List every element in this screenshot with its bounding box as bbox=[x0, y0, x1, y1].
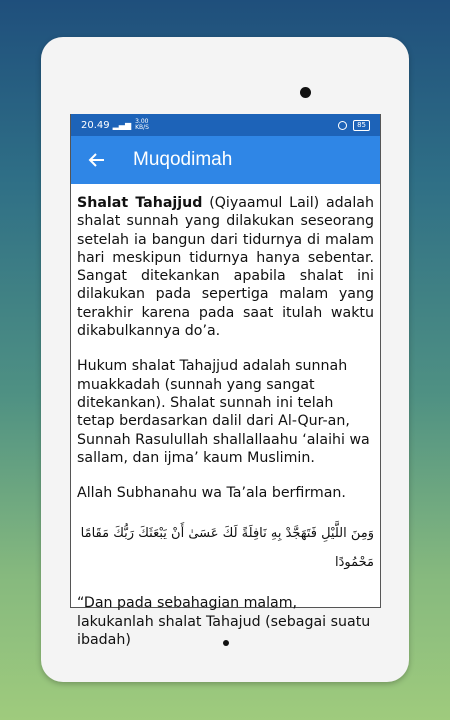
paragraph-hukum: Hukum shalat Tahajjud adalah sunnah muakkadah (sunnah yang sangat ditekankan). Shalat sunnah ini telah tetap berdasarkan dalil dari Al-Qur-an, Sunnah Rasulullah shallallaahu ‘alaihi wa sallam, dan ijma’ kaum Muslimin. bbox=[77, 358, 370, 466]
status-time: 20.49 bbox=[81, 119, 110, 131]
status-bar bbox=[71, 114, 380, 136]
status-right bbox=[338, 120, 370, 131]
battery-level: 85 bbox=[353, 120, 370, 131]
arrow-left-icon[interactable] bbox=[89, 150, 119, 170]
front-camera bbox=[300, 87, 311, 98]
page-title: Muqodimah bbox=[133, 149, 233, 170]
network-speed bbox=[135, 119, 149, 131]
data-saver-icon bbox=[338, 121, 347, 130]
arabic-verse: وَمِنَ اللَّيْلِ فَتَهَجَّدْ بِهِ نَافِلَةً لَكَ عَسَىٰ أَنْ يَبْعَثَكَ رَبُّكَ مَقَامًا مَحْمُودًا bbox=[80, 526, 374, 571]
intro-bold-term: Shalat Tahajjud bbox=[77, 195, 203, 211]
signal-icon: ▂▄▆ bbox=[112, 120, 132, 130]
speed-unit: KB/S bbox=[135, 124, 149, 131]
speed-value: 3.00 bbox=[135, 118, 149, 125]
arrow-left-icon-svg bbox=[89, 153, 105, 167]
paragraph-intro bbox=[77, 194, 374, 340]
intro-text: (Qiyaamul Lail) adalah shalat sunnah yang dilakukan seseorang setelah ia bangun dari tidurnya di malam hari meskipun tidurnya hanya sebentar. Sangat ditekankan apabila shalat ini dilakukan pada sepertiga malam yang terakhir karena pada saat itulah waktu dikabulkannya do’a. bbox=[77, 195, 374, 340]
article-content bbox=[71, 184, 380, 649]
paragraph-translation: “Dan pada sebahagian malam, lakukanlah shalat Tahajud (sebagai suatu ibadah) bbox=[77, 595, 371, 649]
app-screen bbox=[70, 114, 381, 649]
paragraph-firman: Allah Subhanahu wa Ta’ala berfirman. bbox=[77, 485, 346, 502]
app-bar bbox=[71, 136, 380, 184]
